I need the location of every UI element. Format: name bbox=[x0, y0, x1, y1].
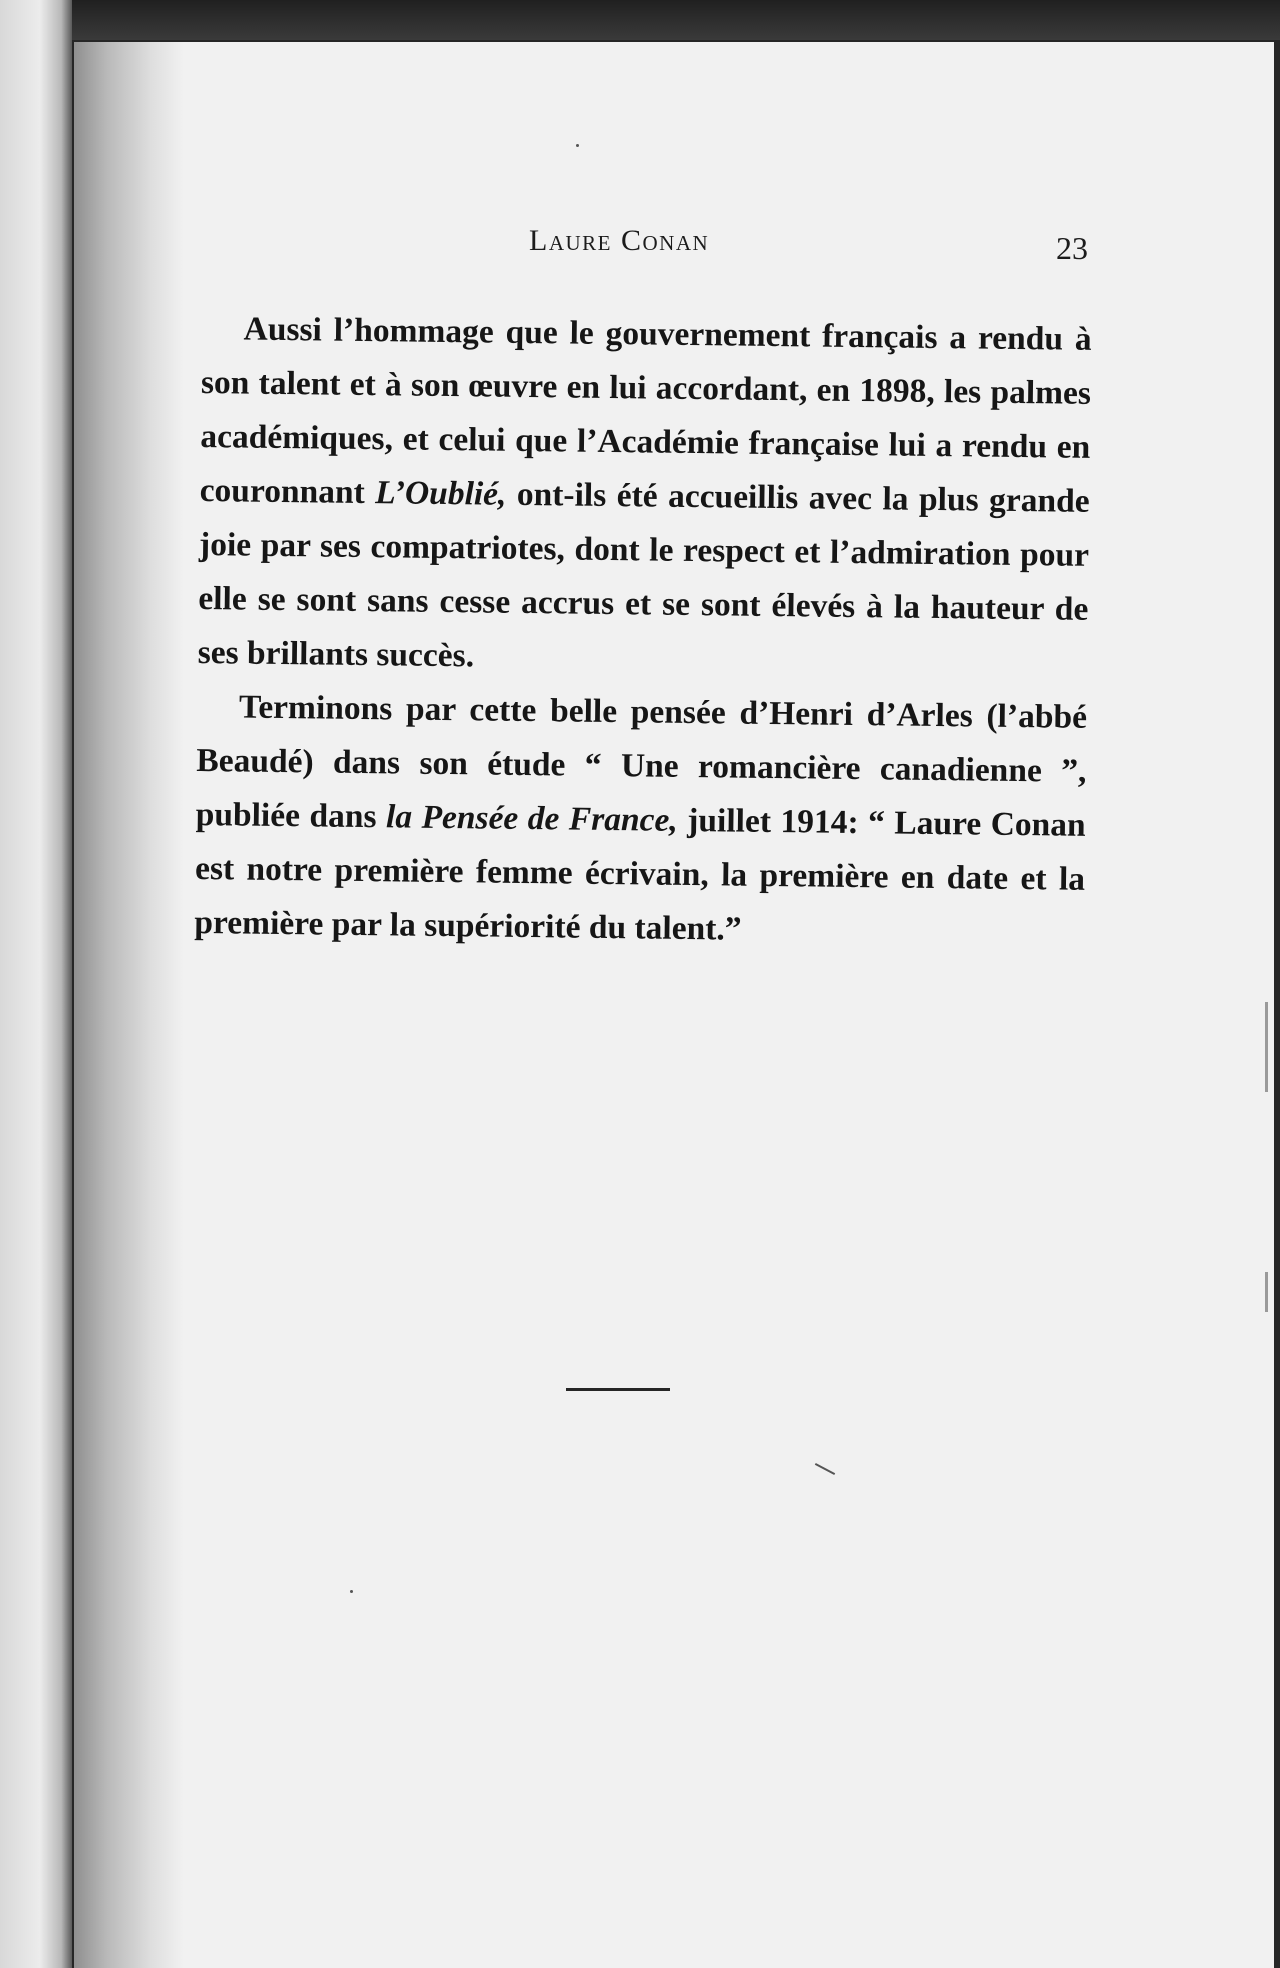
paragraph-text: Aussi l’hommage que le gouvernement français a rendu à son talent et à son œuvre en lui accordant, en 1898, les palmes académiques, et celui que l’Académie française lui a rendu en couronnant bbox=[199, 310, 1092, 512]
scan-speck bbox=[815, 1463, 835, 1475]
edge-mark bbox=[1265, 1002, 1268, 1092]
running-head bbox=[74, 220, 1274, 270]
facing-page-edge bbox=[0, 0, 72, 1968]
body-text bbox=[194, 302, 1092, 961]
book-page bbox=[74, 42, 1274, 1968]
scan-top-edge bbox=[60, 0, 1280, 40]
gutter-shadow bbox=[74, 42, 184, 1968]
paragraph bbox=[197, 302, 1092, 691]
publication-title: la Pensée de France, bbox=[385, 798, 679, 839]
scan-speck bbox=[350, 1590, 353, 1593]
running-title: Laure Conan bbox=[529, 224, 710, 257]
section-end-rule bbox=[566, 1388, 670, 1391]
paragraph-text: Terminons par cette belle pensée d’Henri d’Arles (l’abbé Beaudé) dans son étude “ Une romancière canadienne ”, publiée dans bbox=[195, 688, 1088, 836]
book-title: L’Oublié, bbox=[375, 474, 507, 513]
paragraph-text: ont-ils été accueillis avec la plus grande joie par ses compatriotes, dont le respect et l’admiration pour elle se sont sans cesse accrus et se sont élevés à la hauteur de ses brillants succès. bbox=[197, 475, 1090, 675]
scan-speck bbox=[576, 144, 579, 147]
page-number: 23 bbox=[1056, 230, 1088, 266]
edge-mark bbox=[1265, 1272, 1268, 1312]
paragraph bbox=[194, 680, 1087, 961]
paragraph-text: juillet 1914: “ Laure Conan est notre première femme écrivain, la première en date et la première par la supériorité du talent.” bbox=[194, 801, 1086, 948]
